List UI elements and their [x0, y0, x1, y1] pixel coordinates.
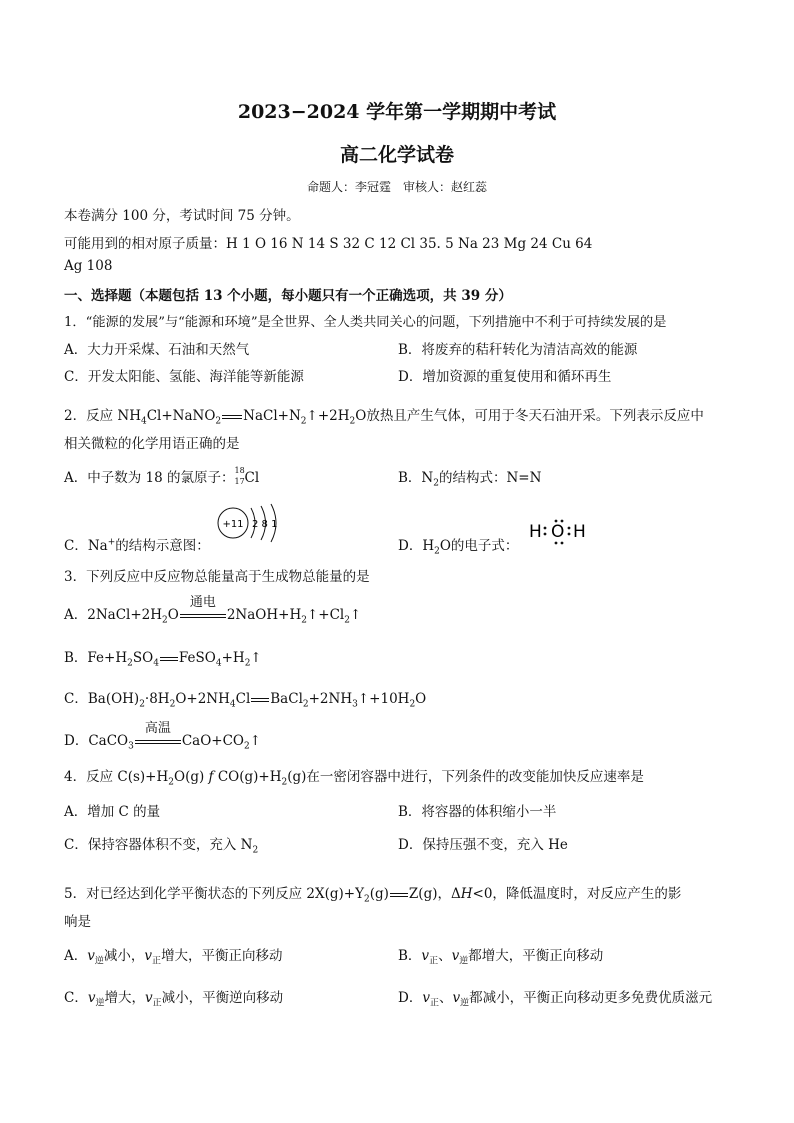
q1-option-d: D．增加资源的重复使用和循环再生 — [398, 369, 612, 385]
chlorine-isotope: 18 17 — [234, 465, 245, 486]
water-lewis-structure — [527, 516, 593, 546]
q3-option-b: B．$Fe+H_2SO_4$ $FeSO_4+H_2↑$ — [64, 650, 262, 669]
authors-line: 命题人：李冠霆 审核人：赵红蕊 — [306, 180, 487, 194]
q3-option-d-label: D． — [64, 733, 89, 749]
shell-electrons: 2 8 1 — [252, 519, 278, 530]
q5-option-c: C．$v_逆$增大，$v_正$减小，平衡逆向移动 — [64, 990, 284, 1009]
q4-equation: 4．反应 $C(s)+H_2O(g)$ f $CO(g)+H_2(g)$ — [64, 769, 307, 788]
q5-option-c-text: 增大， — [104, 990, 145, 1006]
q2-stem — [64, 404, 704, 427]
q4-option-b: B．将容器的体积缩小一半 — [398, 804, 557, 820]
intro-score-line: 本卷满分 100 分，考试时间 75 分钟。 — [64, 208, 300, 224]
atomic-mass-line: 可能用到的相对原子质量：H 1 O 16 N 14 S 32 C 12 Cl 35. 5 Na 23 Mg 24 Cu 64 — [64, 236, 593, 252]
high-temp-condition: 高温 — [144, 721, 171, 736]
q5-stem-post: ，降低温度时，对反应产生的影 — [492, 886, 682, 902]
atomic-mass-line-2: Ag 108 — [64, 258, 113, 274]
q5-option-b: B．$v_正$、$v_逆$都增大，平衡正向移动 — [398, 948, 604, 967]
q4-option-c-text: C．保持容器体积不变，充入 — [64, 837, 241, 853]
q5-option-d: D．$v_正$、$v_逆$都减小，平衡正向移动更多免费优质滋元 — [398, 990, 713, 1009]
q1-stem: 1．“能源的发展”与“能源和环境”是全世界、全人类共同关心的问题，下列措施中不利于可持续发展的是 — [64, 315, 667, 330]
q2-option-b-text: 的结构式：N=N — [438, 470, 542, 486]
lewis-o: O — [551, 522, 565, 542]
q3-option-a-label: A． — [64, 607, 88, 623]
q5-option-a-text-2: 增大，平衡正向移动 — [161, 948, 283, 964]
q3-option-d: D．CaCO$_3$ 高温 $CaO+CO_2↑$ — [64, 729, 261, 752]
q5-option-a: A．$v_逆$减小，$v_正$增大，平衡正向移动 — [64, 948, 283, 967]
q2-option-a-text: A．中子数为 18 的氯原子： — [64, 470, 235, 486]
q2-stem-2: 相关微粒的化学用语正确的是 — [64, 436, 240, 452]
q3-stem: 3．下列反应中反应物总能量高于生成物总能量的是 — [64, 569, 370, 585]
q4-stem — [64, 765, 644, 788]
q4-stem-post: 在一密闭容器中进行，下列条件的改变能加快反应速率是 — [306, 769, 644, 785]
exam-subtitle: 高二化学试卷 — [339, 144, 454, 166]
q3-option-c-label: C． — [64, 691, 88, 707]
q5-equation: $2X(g)+Y_2(g)$ Z(g)，ΔH<0 — [306, 886, 493, 905]
q3-option-b-label: B． — [64, 650, 88, 666]
q1-option-b: B．将废弃的秸秆转化为清洁高效的能源 — [398, 342, 638, 358]
q1-option-c: C．开发太阳能、氢能、海洋能等新能源 — [64, 369, 304, 385]
lewis-h-right: H — [573, 522, 586, 542]
q5-option-c-label: C． — [64, 990, 88, 1006]
q5-option-c-text-2: 减小，平衡逆向移动 — [161, 990, 284, 1006]
q2-option-c: C．Na+的结构示意图： — [64, 537, 210, 554]
q2-equation: $NH_4Cl+NaNO_2$ $NaCl+N_2↑+2H_2O$ — [117, 408, 367, 427]
q3-option-a: A．$2NaCl+2H_2O$ 通电 $2NaOH+H_2↑+Cl_2↑$ — [64, 603, 361, 626]
electrolysis-condition: 通电 — [189, 595, 216, 610]
q2-option-d-label: D． — [398, 538, 423, 554]
q3-option-c: C．$Ba(OH)_2\cdot 8H_2O+2NH_4Cl$ $BaCl_2+2NH_3↑+10H_2O$ — [64, 691, 427, 710]
lewis-h-left: H — [529, 522, 542, 542]
q2-stem-post: 放热且产生气体，可用于冬天石油开采。下列表示反应中 — [366, 408, 704, 424]
q5-stem-2: 响是 — [64, 914, 91, 930]
q2-option-b: B．$N_2$的结构式：N=N — [398, 470, 542, 489]
section-heading: 一、选择题（本题包括 13 个小题，每小题只有一个正确选项，共 39 分） — [64, 288, 512, 304]
q2-stem-pre: 2．反应 — [64, 408, 118, 424]
q4-option-c: C．保持容器体积不变，充入 $N_2$ — [64, 837, 259, 856]
q2-option-c-label: C． — [64, 538, 88, 554]
q2-option-b-label: B． — [398, 470, 422, 486]
q4-option-d: D．保持压强不变，充入 He — [398, 837, 568, 853]
q1-option-a: A．大力开采煤、石油和天然气 — [64, 342, 250, 358]
q5-stem-pre: 5．对已经达到化学平衡状态的下列反应 — [64, 886, 307, 902]
q5-option-b-text: 都增大，平衡正向移动 — [468, 948, 604, 964]
exam-title: 2023−2024 学年第一学期期中考试 — [237, 101, 557, 123]
q2-option-d: D．$H_2O$的电子式： — [398, 538, 519, 557]
q5-stem — [64, 882, 681, 905]
q2-option-a: A．中子数为 18 的氯原子： 18 17 Cl — [64, 465, 260, 486]
q2-option-d-text: 的电子式： — [450, 538, 519, 554]
q2-option-c-text: 的结构示意图： — [115, 538, 210, 554]
q5-option-a-label: A． — [64, 948, 88, 964]
q5-option-d-text: 都减小，平衡正向移动更多免费优质滋元 — [469, 990, 713, 1006]
nucleus-label: +11 — [222, 519, 244, 530]
q5-option-a-text: 减小， — [103, 948, 145, 964]
q5-option-b-label: B． — [398, 948, 422, 964]
q4-option-a: A．增加 C 的量 — [64, 804, 161, 820]
q5-option-d-label: D． — [398, 990, 423, 1006]
sodium-ion-structure-diagram — [214, 500, 284, 546]
